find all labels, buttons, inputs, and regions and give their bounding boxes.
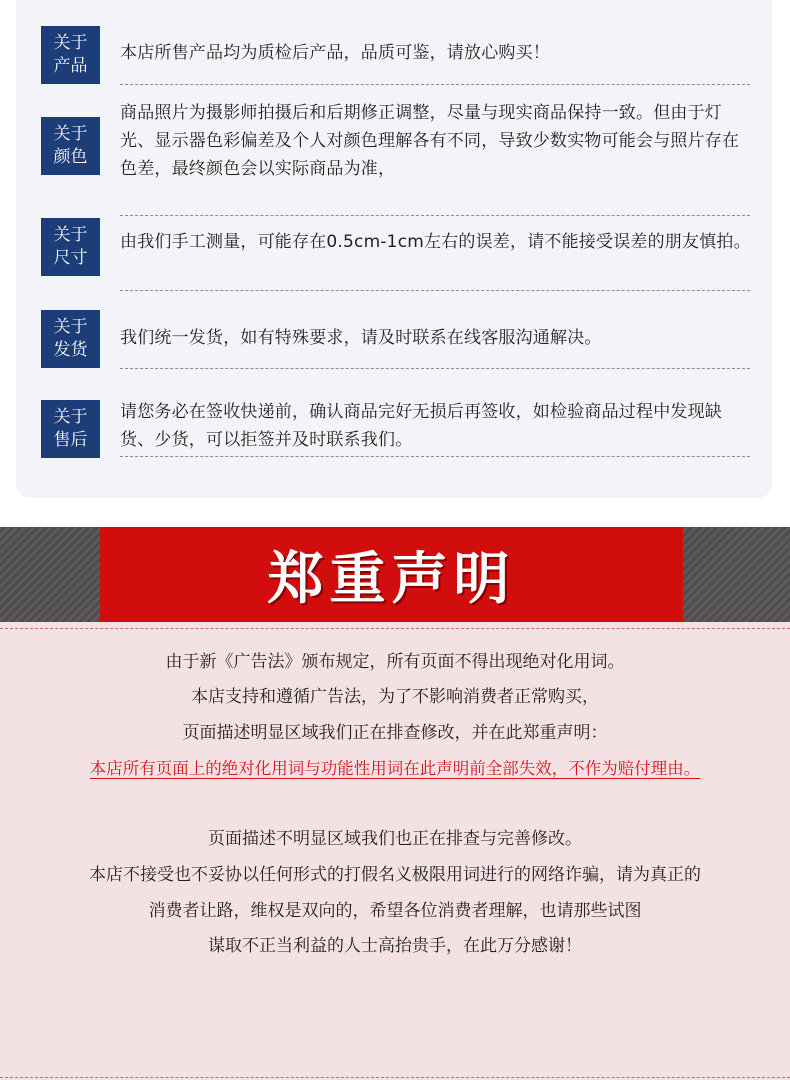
declaration-line: 谋取不正当利益的人士高抬贵手，在此万分感谢！ [208,936,582,956]
tag-line2: 产品 [53,56,88,76]
notice-card [16,0,772,498]
notice-text-color: 商品照片为摄影师拍摄后和后期修正调整，尽量与现实商品保持一致。但由于灯光、显示器色彩偏差及个人对颜色理解各有不同，导致少数实物可能会与照片存在色差，最终颜色会以实际商品为准， [120,103,740,179]
declaration-line: 页面描述不明显区域我们也正在排查与完善修改。 [208,829,582,849]
banner-title-box [100,527,683,622]
divider [120,84,750,85]
declaration-line: 由于新《广告法》颁布规定，所有页面不得出现绝对化用词。 [165,652,625,672]
divider [120,290,750,291]
notice-text-size: 由我们手工测量，可能存在0.5cm-1cm左右的误差，请不能接受误差的朋友慎拍。 [120,232,751,252]
declaration-banner [0,527,790,622]
divider [120,215,750,216]
divider [0,628,790,629]
notice-tag-color [41,117,100,175]
tag-line2: 售后 [53,430,88,450]
declaration-title: 郑重声明 [267,546,516,612]
notice-text-product: 本店所售产品均为质检后产品，品质可鉴，请放心购买！ [120,43,550,63]
notice-tag-aftersales [41,400,100,458]
notice-tag-size [41,218,100,276]
divider [120,368,750,369]
notice-text-aftersales: 请您务必在签收快递前，确认商品完好无损后再签收，如检验商品过程中发现缺货、少货，可以拒签并及时联系我们。 [120,402,722,450]
tag-line1: 关于 [53,225,88,245]
declaration-body [0,622,790,1080]
tag-line1: 关于 [53,317,88,337]
divider [0,1077,790,1078]
tag-line2: 发货 [53,340,88,360]
declaration-line: 本店不接受也不妥协以任何形式的打假名义极限用词进行的网络诈骗，请为真正的 [89,865,701,885]
tag-line1: 关于 [53,407,88,427]
notice-tag-product [41,26,100,84]
tag-line1: 关于 [53,33,88,53]
tag-line2: 颜色 [53,147,88,167]
notice-tag-shipping [41,310,100,368]
tag-line2: 尺寸 [53,248,88,268]
tag-line1: 关于 [53,124,88,144]
declaration-highlight-line: 本店所有页面上的绝对化用词与功能性用词在此声明前全部失效，不作为赔付理由。 [89,759,701,778]
divider [120,456,750,457]
declaration-line: 本店支持和遵循广告法，为了不影响消费者正常购买， [191,687,599,707]
notice-text-shipping: 我们统一发货，如有特殊要求，请及时联系在线客服沟通解决。 [120,328,602,348]
declaration-line: 页面描述明显区域我们正在排查修改，并在此郑重声明： [182,723,608,743]
declaration-line: 消费者让路，维权是双向的，希望各位消费者理解，也请那些试图 [148,901,642,921]
